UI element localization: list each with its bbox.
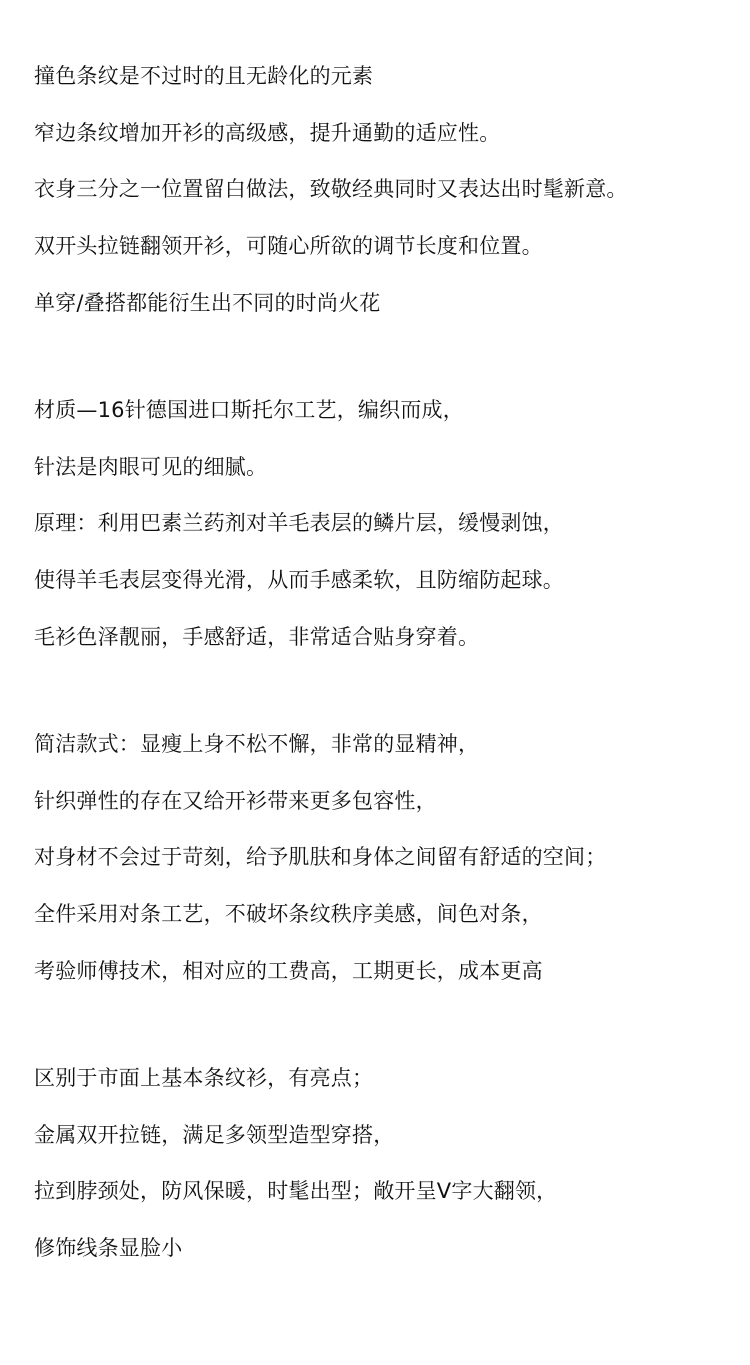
paragraph-style	[34, 716, 746, 999]
text-line: 单穿/叠搭都能衍生出不同的时尚火花	[34, 290, 381, 315]
text-line: 全件采用对条工艺，不破坏条纹秩序美感，间色对条，	[34, 902, 543, 927]
text-line: 窄边条纹增加开衫的高级感，提升通勤的适应性。	[34, 120, 501, 145]
text-line: 毛衫色泽靓丽，手感舒适，非常适合贴身穿着。	[34, 624, 480, 649]
text-line: 使得羊毛表层变得光滑，从而手感柔软，且防缩防起球。	[34, 568, 564, 593]
text-line: 双开头拉链翻领开衫，可随心所欲的调节长度和位置。	[34, 234, 543, 259]
text-line: 针织弹性的存在又给开衫带来更多包容性，	[34, 788, 437, 813]
text-line: 材质—16针德国进口斯托尔工艺，编织而成，	[34, 398, 464, 422]
text-line: 考验师傅技术，相对应的工费高，工期更长，成本更高	[34, 958, 543, 983]
text-line: 修饰线条显脸小	[34, 1236, 183, 1261]
text-line: 衣身三分之一位置留白做法，致敬经典同时又表达出时髦新意。	[34, 177, 628, 202]
text-line: 对身材不会过于苛刻，给予肌肤和身体之间留有舒适的空间；	[34, 845, 607, 870]
paragraph-material	[34, 382, 746, 665]
text-line: 简洁款式：显瘦上身不松不懈，非常的显精神，	[34, 732, 480, 756]
paragraph-highlights	[34, 1050, 746, 1277]
text-line: 金属双开拉链，满足多领型造型穿搭，	[34, 1122, 395, 1147]
text-line: 拉到脖颈处，防风保暖，时髦出型；敞开呈V字大翻领，	[34, 1179, 558, 1204]
paragraph-design	[34, 48, 746, 331]
text-line: 原理：利用巴素兰药剂对羊毛表层的鳞片层，缓慢剥蚀，	[34, 511, 564, 536]
text-line: 针法是肉眼可见的细腻。	[34, 454, 268, 479]
text-line: 撞色条纹是不过时的且无龄化的元素	[34, 64, 374, 88]
text-line: 区别于市面上基本条纹衫，有亮点；	[34, 1066, 374, 1090]
